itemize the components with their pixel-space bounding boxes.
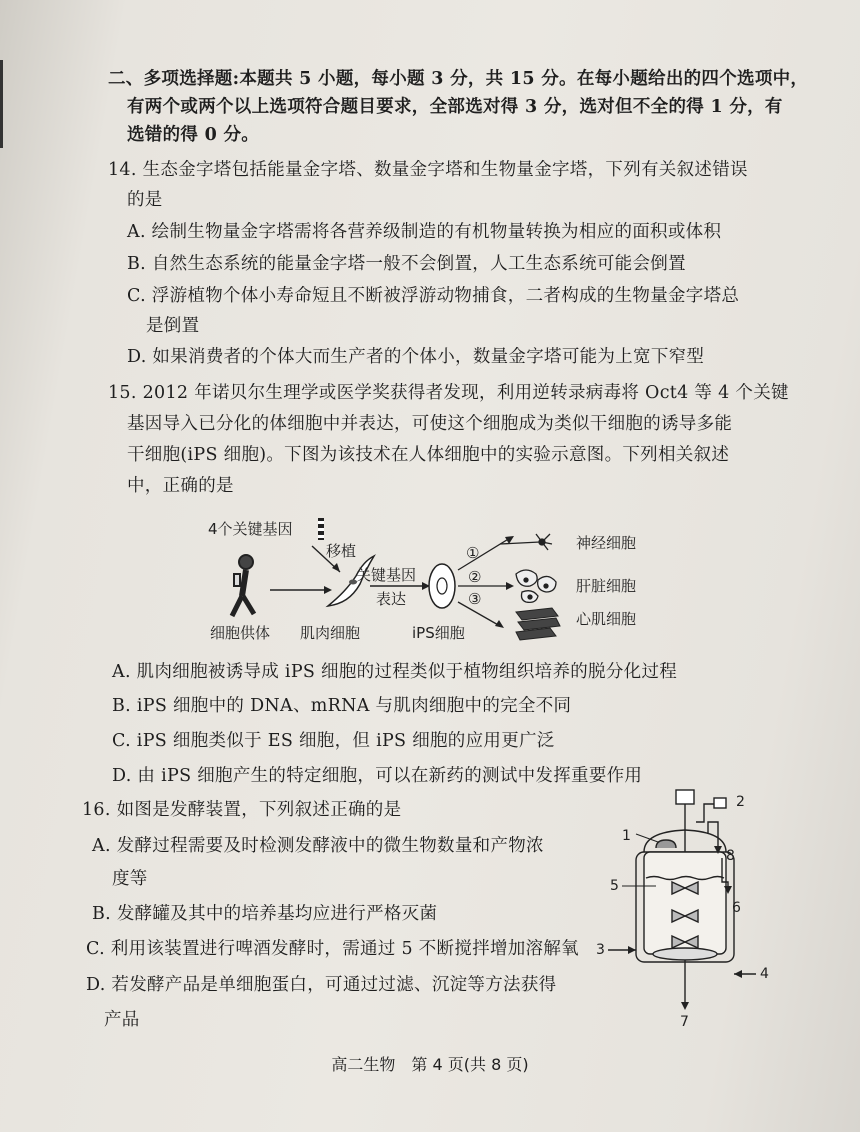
liver-cells-icon — [516, 570, 556, 602]
page-edge-mark — [0, 60, 3, 148]
q16-option-a-line1: A. 发酵过程需要及时检测发酵液中的微生物数量和产物浓 — [92, 836, 544, 856]
pathway-3-label: ③ — [468, 590, 482, 608]
express-label-1: 关键基因 — [356, 566, 417, 584]
nerve-cell-label: 神经细胞 — [576, 534, 637, 552]
q15-stem-line4: 中，正确的是 — [127, 476, 234, 496]
fermenter-label-2: 2 — [736, 794, 745, 810]
pathway-2-label: ② — [468, 568, 482, 586]
q14-stem-line2: 的是 — [127, 190, 163, 210]
q15-option-d: D. 由 iPS 细胞产生的特定细胞，可以在新药的测试中发挥重要作用 — [112, 766, 643, 786]
fermenter-label-6: 6 — [732, 900, 741, 916]
express-label-2: 表达 — [376, 590, 407, 608]
person-donor-icon — [232, 555, 254, 616]
fermenter-label-1: 1 — [622, 828, 631, 844]
section-header-line2: 有两个或两个以上选项符合题目要求，全部选对得 3 分，选对但不全的得 1 分，有 — [127, 97, 783, 117]
muscle-cell-label: 肌肉细胞 — [300, 624, 361, 642]
ips-diagram — [200, 508, 670, 648]
liver-cell-label: 肝脏细胞 — [576, 577, 637, 595]
fermenter-diagram — [596, 782, 786, 1032]
q16-option-d-line1: D. 若发酵产品是单细胞蛋白，可通过过滤、沉淀等方法获得 — [86, 975, 557, 995]
genes-label: 4个关键基因 — [208, 520, 293, 538]
section-header-line3: 选错的得 0 分。 — [127, 125, 260, 145]
q16-stem: 16. 如图是发酵装置，下列叙述正确的是 — [82, 800, 402, 820]
donor-label: 细胞供体 — [210, 624, 271, 642]
ips-cell-label: iPS细胞 — [412, 624, 465, 642]
fermenter-label-4: 4 — [760, 966, 769, 982]
q14-option-d: D. 如果消费者的个体大而生产者的个体小，数量金字塔可能为上宽下窄型 — [127, 347, 705, 367]
ips-cell-icon — [429, 564, 455, 608]
transplant-label: 移植 — [326, 542, 357, 560]
fermenter-label-3: 3 — [596, 942, 605, 958]
gene-stack-icon — [318, 518, 324, 540]
q16-option-b: B. 发酵罐及其中的培养基均应进行严格灭菌 — [92, 904, 438, 924]
q14-option-b: B. 自然生态系统的能量金字塔一般不会倒置，人工生态系统可能会倒置 — [127, 254, 686, 274]
q15-option-c: C. iPS 细胞类似于 ES 细胞，但 iPS 细胞的应用更广泛 — [112, 731, 555, 751]
q15-stem-line3: 干细胞(iPS 细胞)。下图为该技术在人体细胞中的实验示意图。下列相关叙述 — [127, 445, 730, 465]
q16-option-d-line2: 产品 — [104, 1010, 140, 1030]
q14-stem-line1: 14. 生态金字塔包括能量金字塔、数量金字塔和生物量金字塔，下列有关叙述错误 — [108, 160, 748, 180]
q16-option-c: C. 利用该装置进行啤酒发酵时，需通过 5 不断搅拌增加溶解氧 — [86, 939, 579, 959]
q14-option-c-line1: C. 浮游植物个体小寿命短且不断被浮游动物捕食，二者构成的生物量金字塔总 — [127, 286, 740, 306]
fermenter-label-8: 8 — [726, 848, 735, 864]
q15-option-b: B. iPS 细胞中的 DNA、mRNA 与肌肉细胞中的完全不同 — [112, 696, 572, 716]
fermenter-label-5: 5 — [610, 878, 619, 894]
q14-option-c-line2: 是倒置 — [146, 316, 200, 336]
q14-option-a: A. 绘制生物量金字塔需将各营养级制造的有机物量转换为相应的面积或体积 — [127, 222, 722, 242]
section-header-line1: 二、多项选择题:本题共 5 小题，每小题 3 分，共 15 分。在每小题给出的四个选项中， — [108, 69, 809, 89]
page-footer: 高二生物 第 4 页(共 8 页) — [331, 1055, 529, 1074]
fermenter-label-7: 7 — [680, 1014, 689, 1030]
q15-stem-line2: 基因导入已分化的体细胞中并表达，可使这个细胞成为类似干细胞的诱导多能 — [127, 414, 733, 434]
nerve-cell-icon — [500, 534, 552, 550]
heart-cell-label: 心肌细胞 — [576, 610, 637, 628]
q15-stem-line1: 15. 2012 年诺贝尔生理学或医学奖获得者发现，利用逆转录病毒将 Oct4 等 4 个关键 — [108, 383, 789, 403]
pathway-1-label: ① — [466, 544, 480, 562]
q16-option-a-line2: 度等 — [112, 869, 148, 889]
q15-option-a: A. 肌肉细胞被诱导成 iPS 细胞的过程类似于植物组织培养的脱分化过程 — [112, 662, 678, 682]
heart-muscle-cells-icon — [516, 608, 560, 640]
